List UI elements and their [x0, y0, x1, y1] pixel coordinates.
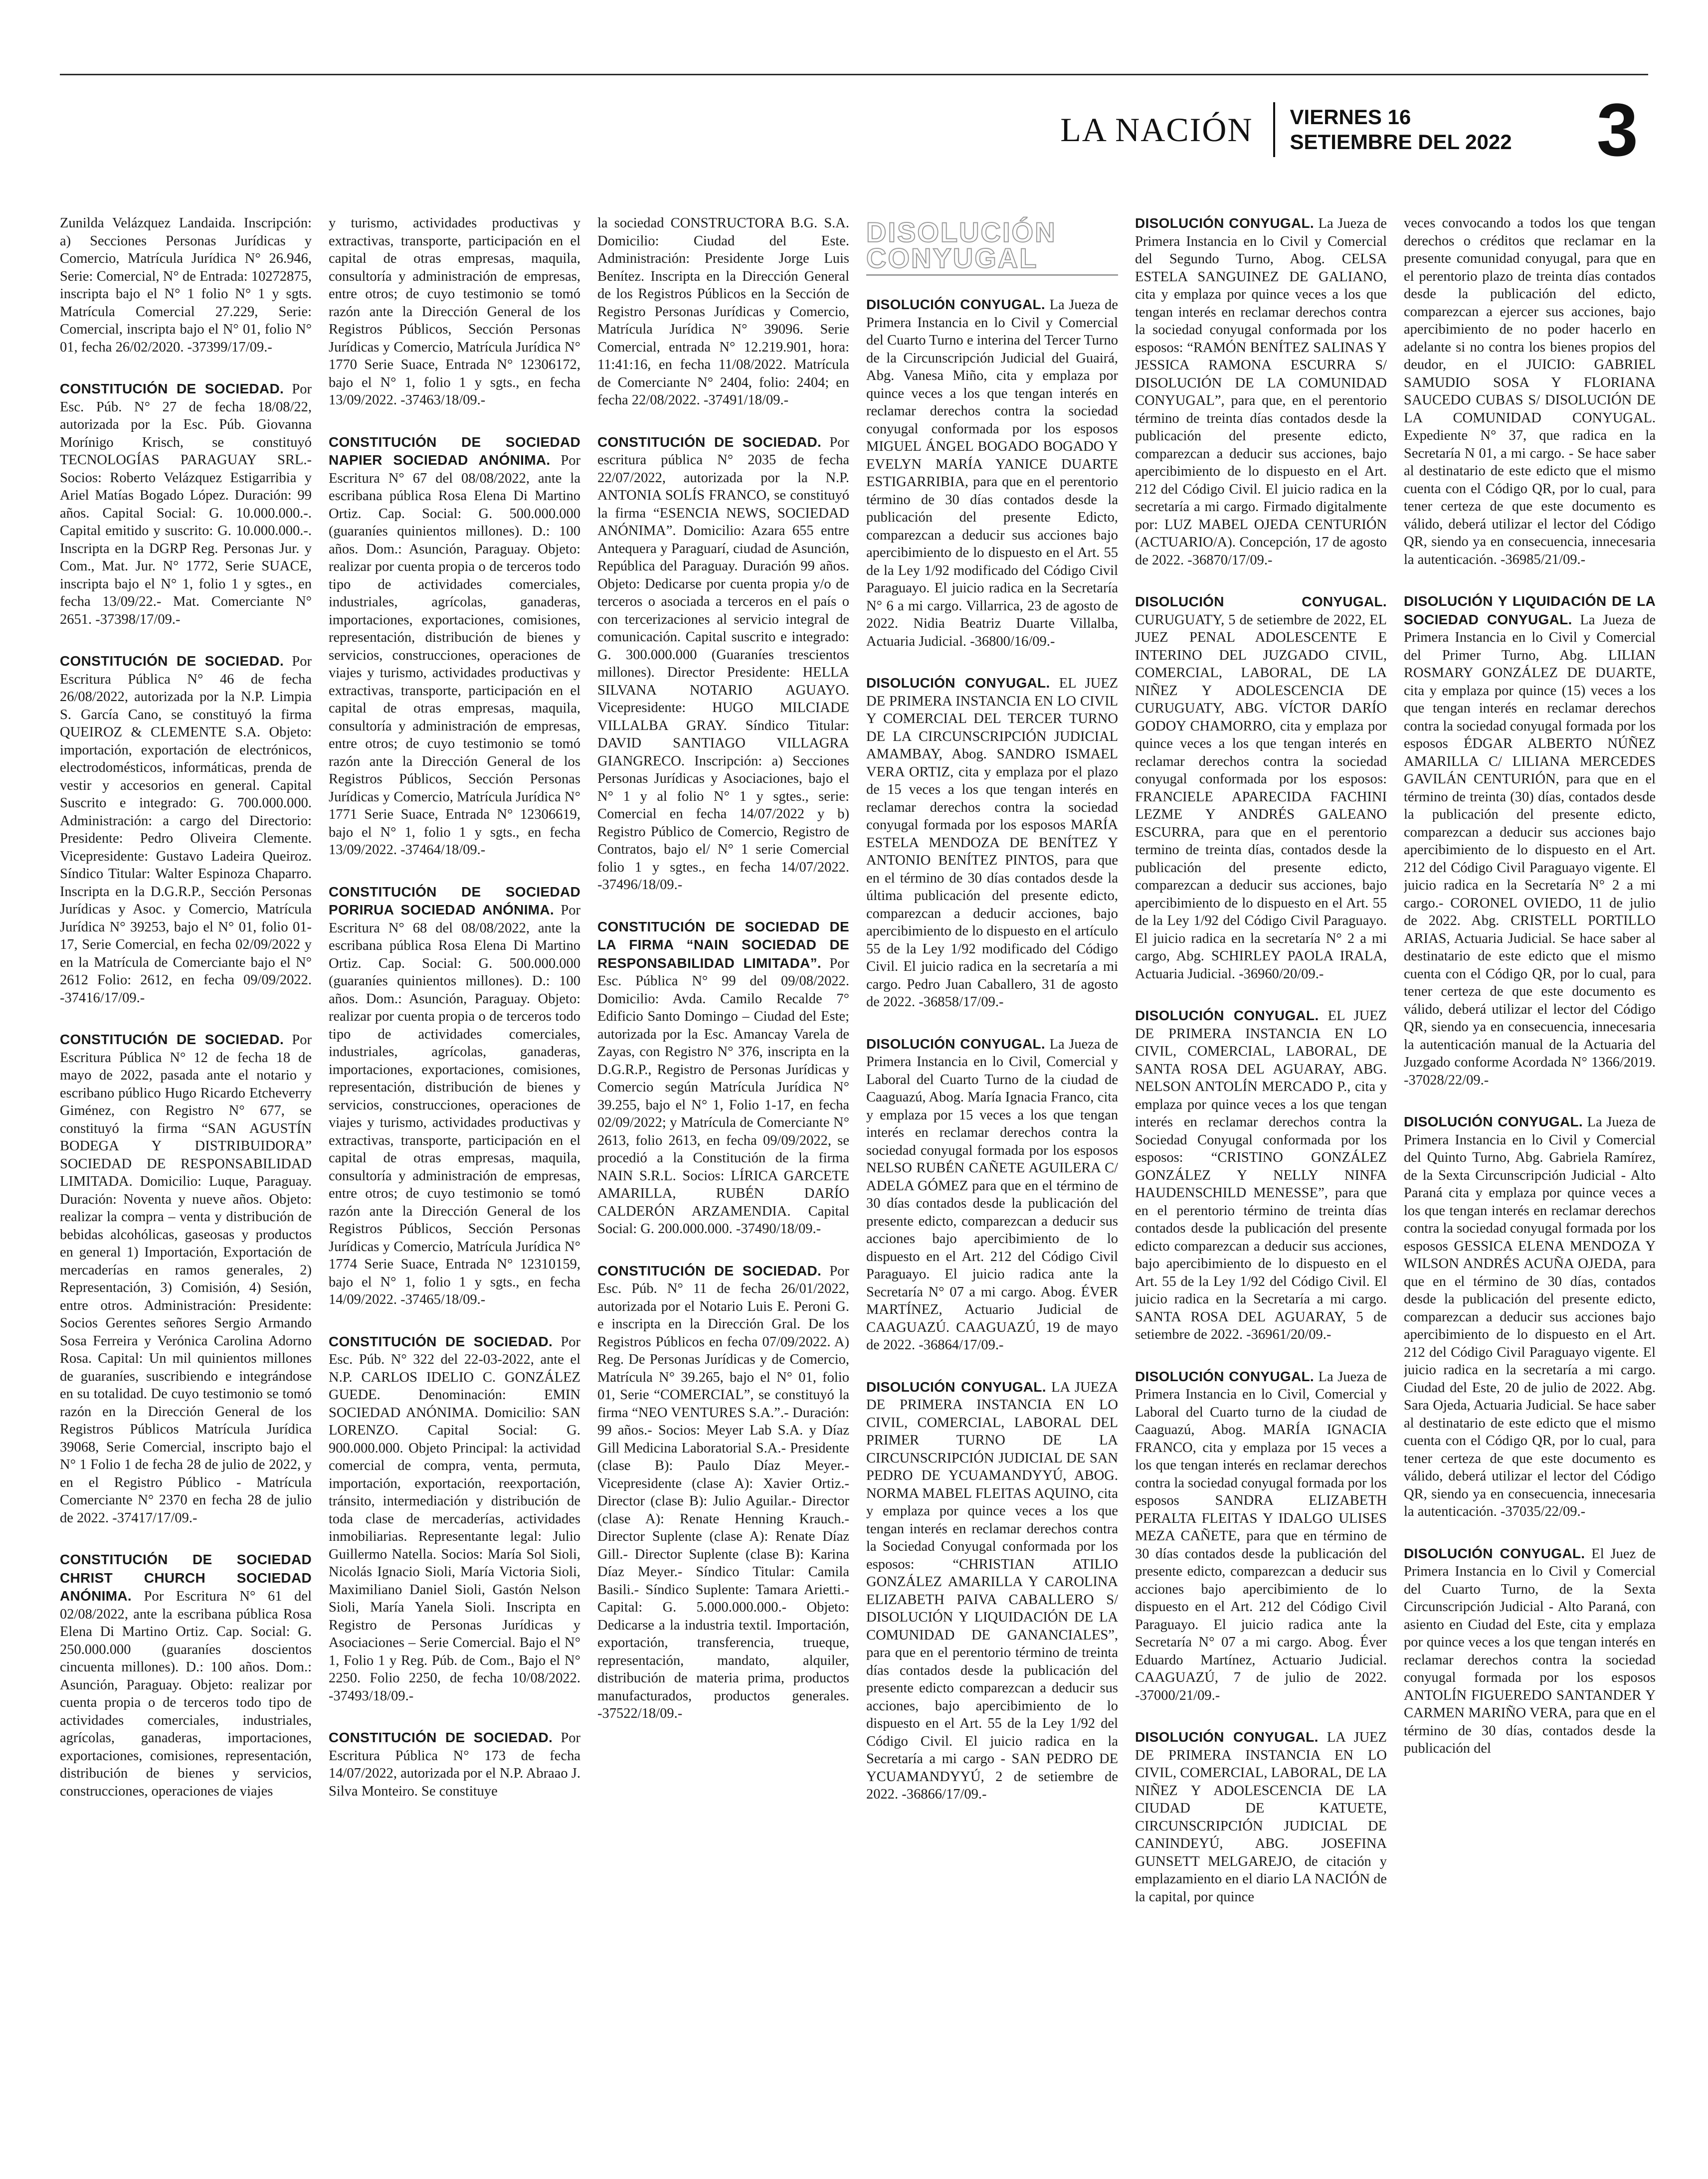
notice-body: CURUGUATY, 5 de setiembre de 2022, EL JUEZ PENAL ADOLESCENTE E INTERINO DEL JUZGADO CIVIL, COMERCIAL, LABORAL, DE LA NIÑEZ Y ADOLESCENCIA DE CURUGUATY, ABG. VÍCTOR DARÍO GODOY CHAMORRO, cita y emplaza por quince veces a los que tengan interés en reclamar derechos contra la sociedad conyugal conformada por los esposos: FRANCIELE APARECIDA FACHINI LEZME Y ANDRÉS GALEANO ESCURRA, para que en el perentorio termino de treinta días, contados desde la publicación del presente edicto, comparezcan a deducir sus acciones, bajo apercibimiento de lo dispuesto en el Art. 55 de la Ley 1/92 del Código Civil Paraguayo. El juicio radica en la secretaría N° 2 a mi cargo, Abg. SCHIRLEY PAOLA IRALA, Actuaria Judicial. -36960/20/09.-	[1135, 612, 1387, 982]
notice-body: La Jueza de Primera Instancia en lo Civil, Comercial y Laboral del Cuarto turno de la ciudad de Caaguazú, Abog. MARÍA IGNACIA FRANCO, cita y emplaza por 15 veces a los que tengan interés en reclamar derechos contra la sociedad conyugal formada por los esposos SANDRA ELIZABETH PERALTA FLEITAS Y IDALGO ULISES MEZA CAÑETE, para que en término de 30 días contados desde la publicación del presente edicto, comparezcan a deducir sus acciones bajo apercibimiento de lo dispuesto en el Art. 212 del Código Civil Paraguayo. El juicio radica ante la Secretaría N° 07 a mi cargo. Abog. Éver Eduardo Martínez, Actuario Judicial. CAAGUAZÚ, 7 de julio de 2022. -37000/21/09.-	[1135, 1369, 1387, 1703]
column-1	[60, 214, 312, 2134]
legal-notice	[1404, 592, 1656, 1089]
issue-date	[1290, 105, 1512, 155]
notice-body: La Jueza de Primera Instancia en lo Civil y Comercial del Cuarto Turno e interina del Tercer Turno de la Circunscripción Judicial del Guairá, Abg. Vanesa Miño, cita y emplaza por quince veces a los que tengan interés en reclamar derechos contra la sociedad conyugal conformada por los esposos MIGUEL ÁNGEL BOGADO BOGADO Y EVELYN MARÍA YANICE DUARTE ESTIGARRIBIA, para que en el perentorio término de 30 días contados desde la publicación del presente Edicto, comparezcan a deducir sus acciones bajo apercibimiento de lo dispuesto en el Art. 55 de la Ley 1/92 modificado del Código Civil Paraguayo. El juicio radica en la Secretaría N° 6 a mi cargo. Villarrica, 23 de agosto de 2022. Nidia Beatriz Duarte Villalba, Actuaria Judicial. -36800/16/09.-	[866, 297, 1118, 649]
notice-body: Por Esc. Púb. N° 27 de fecha 18/08/22, autorizada por la Esc. Púb. Giovanna Morínigo Krisch, se constituyó TECNOLOGÍAS PARAGUAY SRL.- Socios: Roberto Velázquez Estigarribia y Ariel Matías Bogado López. Duración: 99 años. Capital Social: G. 10.000.000.-. Capital emitido y suscrito: G. 10.000.000.-. Inscripta en la DGRP Reg. Personas Jur. y Com., Mat. Jur. N° 1772, Serie SUACE, inscripta bajo el N° 1, folio 1 y sgtes., en fecha 13/09/22.- Mat. Comerciante N° 2651. -37398/17/09.-	[60, 381, 312, 627]
legal-notice	[60, 1551, 312, 1800]
masthead	[1060, 88, 1638, 172]
issue-date-line2: SETIEMBRE DEL 2022	[1290, 130, 1512, 154]
notice-body: Por Esc. Púb. N° 11 de fecha 26/01/2022, autorizada por el Notario Luis E. Peroni G. e inscripta en la Dirección Gral. De los Registros Públicos en fecha 07/09/2022. A) Reg. De Personas Jurídicas y de Comercio, Matrícula N° 39.265, bajo el N° 01, folio 01, Serie “COMERCIAL”, se constituyó la firma “NEO VENTURES S.A.”.- Duración: 99 años.- Socios: Meyer Lab S.A. y Díaz Gill Medicina Laboratorial S.A.- Presidente (clase B): Paulo Díaz Meyer.- Vicepresidente (clase A): Xavier Ortiz.- Director (clase B): Julio Aguilar.- Director (clase A): Renate Henning Krauch.- Director Suplente (clase A): Renate Díaz Gill.- Director Suplente (clase B): Karina Díaz Meyer.- Síndico Titular: Camila Basili.- Síndico Suplente: Tamara Arietti.- Capital: G. 5.000.000.000.- Objeto: Dedicarse a la industria textil. Importación, exportación, transferencia, trueque, representación, mandato, alquiler, distribución de materia prima, productos manufacturados, productos generales. -37522/18/09.-	[597, 1263, 849, 1721]
legal-notice	[597, 214, 849, 409]
notice-body: Por Esc. Pública N° 99 del 09/08/2022. Domicilio: Avda. Camilo Recalde 7° Edificio Santo Domingo – Ciudad del Este; autorizada por la Esc. Amancay Varela de Zayas, con Registro N° 376, inscripta en la D.G.R.P., Registro de Personas Jurídicas y Comercio según Matrícula Jurídica N° 39.255, bajo el N° 1, Folio 1-17, en fecha 02/09/2022; y Matrícula de Comerciante N° 2613, folio 2613, en fecha 09/09/2022, se procedió a la Constitución de la firma NAIN S.R.L. Socios: LÍRICA GARCETE AMARILLA, RUBÉN DARÍO CALDERÓN ARZAMENDIA. Capital Social: G. 200.000.000. -37490/18/09.-	[597, 955, 849, 1237]
notice-title: DISOLUCIÓN CONYUGAL.	[1135, 215, 1315, 231]
legal-notice	[1135, 1007, 1387, 1344]
legal-notice	[866, 674, 1118, 1011]
notice-body: La Jueza de Primera Instancia en lo Civil, Comercial y Laboral del Cuarto Turno de la ciudad de Caaguazú, Abog. María Ignacia Franco, cita y emplaza por 15 veces a los que tengan interés en reclamar derechos contra la sociedad conyugal formada por los esposos NELSO RUBÉN CAÑETE AGUILERA C/ ADELA GÓMEZ para que en el término de 30 días contados desde la publicación del presente edicto, comparezcan a deducir sus acciones bajo apercibimiento de lo dispuesto en el Art. 212 del Código Civil Paraguayo. El juicio radica ante la Secretaría N° 07 a mi cargo. Abog. ÉVER MARTÍNEZ, Actuario Judicial de CAAGUAZÚ. CAAGUAZÚ, 19 de mayo de 2022. -36864/17/09.-	[866, 1036, 1118, 1353]
notice-title: CONSTITUCIÓN DE SOCIEDAD.	[329, 1730, 553, 1745]
notice-title: CONSTITUCIÓN DE SOCIEDAD.	[60, 381, 284, 396]
section-heading: DISOLUCIÓN CONYUGAL	[866, 219, 1118, 276]
newspaper-logo: LA NACIÓN	[1060, 110, 1253, 149]
legal-notice	[1135, 1368, 1387, 1705]
legal-notice	[866, 296, 1118, 650]
legal-notice	[60, 380, 312, 628]
notice-title: DISOLUCIÓN CONYUGAL.	[1135, 594, 1387, 609]
notice-title: CONSTITUCIÓN DE SOCIEDAD.	[329, 1333, 553, 1349]
notice-title: CONSTITUCIÓN DE SOCIEDAD DE LA FIRMA “NAIN SOCIEDAD DE RESPONSABILIDAD LIMITADA”.	[597, 918, 849, 971]
notice-title: DISOLUCIÓN CONYUGAL.	[866, 1379, 1046, 1395]
notice-body: EL JUEZ DE PRIMERA INSTANCIA EN LO CIVIL Y COMERCIAL DEL TERCER TURNO DE LA CIRCUNSCRIPCIÓN JUDICIAL AMAMBAY, Abog. SANDRO ISMAEL VERA ORTIZ, cita y emplaza por el plazo de 15 veces a los que tengan interés en reclamar derechos contra la sociedad conyugal formada por los esposos MARÍA ESTELA MENDOZA DE BENÍTEZ Y ANTONIO BENÍTEZ PINTOS, para que en el término de 30 días contados desde la última publicación del presente edicto, comparezcan a deducir acciones, bajo apercibimiento de lo dispuesto en el artículo 55 de la Ley 1/92 modificado del Código Civil. El juicio radica en la secretaría a mi cargo. Pedro Juan Caballero, 31 de agosto de 2022. -36858/17/09.-	[866, 676, 1118, 1010]
notice-body: Por Escritura N° 68 del 08/08/2022, ante la escribana pública Rosa Elena Di Martino Ortiz. Cap. Social: G. 500.000.000 (guaraníes quinientos millones). D.: 100 años. Dom.: Asunción, Paraguay. Objeto: realizar por cuenta propia o de terceros todo tipo de actividades comerciales, industriales, agrícolas, ganaderas, importaciones, exportaciones, comisiones, representación, distribución de bienes y servicios, construcciones, operaciones de viajes y turismo, actividades productivas y extractivas, transporte, participación en el capital de otras empresas, maquila, consultoría y administración de empresas, entre otros; de cuyo testimonio se tomó razón ante la Dirección General de los Registros Públicos, Sección Personas Jurídicas y Comercio, Matrícula Jurídica N° 1774 Serie Suace, Entrada N° 12310159, bajo el N° 1, folio 1 y sgts., en fecha 14/09/2022. -37465/18/09.-	[329, 903, 580, 1307]
legal-notice	[597, 433, 849, 894]
notice-body: El Juez de Primera Instancia en lo Civil y Comercial del Cuarto Turno, de la Sexta Circunscripción Judicial - Alto Paraná, con asiento en Ciudad del Este, cita y emplaza por quince veces a los que tengan interés en reclamar derechos contra la sociedad conyugal formada por los esposos ANTOLÍN FIGUEREDO SANTANDER Y CARMEN MARIÑO VERA, para que en el término de 30 días, contados desde la publicación del	[1404, 1546, 1656, 1756]
legal-notice	[329, 214, 580, 409]
notice-body: La Jueza de Primera Instancia en lo Civil y Comercial del Primer Turno, Abg. LILIAN ROSMARY GONZÁLEZ DE DUARTE, cita y emplaza por quince (15) veces a los que tengan interés en reclamar derechos contra la sociedad conyugal formada por los esposos ÉDGAR ALBERTO NÚÑEZ AMARILLA C/ LILIANA MERCEDES GAVILÁN CENTURIÓN, para que en el término de treinta (30) días, contados desde la publicación del presente edicto, comparezcan a deducir sus acciones bajo apercibimiento de lo dispuesto en el Art. 212 del Código Civil Paraguayo vigente. El juicio radica en la Secretaría N° 2 a mi cargo.- CORONEL OVIEDO, 11 de julio de 2022. Abg. CRISTELL PORTILLO ARIAS, Actuaria Judicial. Se hace saber al destinatario de este edicto que el mismo cuenta con el Código QR, por lo cual, para tener certeza de que este documento es válido, deberá utilizar el lector del Código QR, siendo ya en consecuencia, innecesaria la autenticación manual de la Actuaria del Juzgado conforme Acordada N° 1366/2019. -37028/22/09.-	[1404, 612, 1656, 1088]
legal-notice	[1135, 593, 1387, 983]
column-2	[329, 214, 580, 2134]
legal-notice	[597, 918, 849, 1238]
column-4	[866, 214, 1118, 2134]
notice-body: Por Esc. Púb. N° 322 del 22-03-2022, ante el N.P. CARLOS IDELIO C. GONZÁLEZ GUEDE. Denominación: EMIN SOCIEDAD ANÓNIMA. Domicilio: SAN LORENZO. Capital Social: G. 900.000.000. Objeto Principal: la actividad comercial de compra, venta, permuta, importación, exportación, reexportación, tránsito, intermediación y distribución de toda clase de mercaderías, actividades inmobiliarias. Representante legal: Julio Guillermo Natella. Socios: María Sol Sioli, Nicolás Ignacio Sioli, María Victoria Sioli, Maximiliano Daniel Sioli, Gastón Nelson Sioli, María Yanela Sioli. Inscripta en Registro de Personas Jurídicas y Asociaciones – Serie Comercial. Bajo el N° 1, Folio 1 y Reg. Púb. de Com., Bajo el N° 2250. Folio 2250, de fecha 10/08/2022. -37493/18/09.-	[329, 1334, 580, 1704]
notice-title: CONSTITUCIÓN DE SOCIEDAD CHRIST CHURCH SOCIEDAD ANÓNIMA.	[60, 1552, 312, 1604]
notice-body: Por Escritura Pública N° 173 de fecha 14/07/2022, autorizada por el N.P. Abraao J. Silva Monteiro. Se constituye	[329, 1730, 580, 1799]
legal-notice	[1404, 1545, 1656, 1758]
notice-title: DISOLUCIÓN CONYUGAL.	[866, 675, 1050, 691]
notice-title: DISOLUCIÓN CONYUGAL.	[866, 1036, 1046, 1052]
notice-body: Por escritura pública N° 2035 de fecha 22/07/2022, autorizada por la N.P. ANTONIA SOLÍS FRANCO, se constituyó la firma “ESENCIA NEWS, SOCIEDAD ANÓNIMA”. Domicilio: Azara 655 entre Antequera y Paraguarí, ciudad de Asunción, República del Paraguay. Duración 99 años. Objeto: Dedicarse por cuenta propia y/o de terceros o asociada a terceros en el país o con tercerizaciones al servicio integral de comunicación. Capital suscrito e integrado: G. 300.000.000 (Guaraníes trescientos millones). Director Presidente: HELLA SILVANA NOTARIO AGUAYO. Vicepresidente: HUGO MILCIADE VILLALBA GRAY. Síndico Titular: DAVID SANTIAGO VILLAGRA GIANGRECO. Inscripción: a) Secciones Personas Jurídicas y Asociaciones, bajo el N° 1 y al folio N° 1 y sgtes., serie: Comercial en fecha 14/07/2022 y b) Registro Público de Comercio, Registro de Contratos, bajo el/ N° 1 serie Comercial folio 1 y sgtes., en fecha 14/07/2022. -37496/18/09.-	[597, 434, 849, 893]
notice-title: DISOLUCIÓN CONYUGAL.	[866, 297, 1046, 312]
notice-title: DISOLUCIÓN CONYUGAL.	[1404, 1545, 1585, 1561]
notice-body: EL JUEZ DE PRIMERA INSTANCIA EN LO CIVIL, COMERCIAL, LABORAL, DE SANTA ROSA DEL AGUARAY, ABG. NELSON ANTOLÍN MERCADO P., cita y emplaza por quince veces a los que tengan interés en reclamar derechos contra la Sociedad Conyugal conformada por los esposos: “CRISTINO GONZÁLEZ GONZÁLEZ Y NELLY NINFA HAUDENSCHILD MENESSE”, para que en el perentorio término de treinta días contados desde la publicación del presente edicto comparezcan a deducir sus acciones, bajo apercibimiento de lo dispuesto en el Art. 55 de la Ley 1/92 del Código Civil. El juicio radica en la Secretaría a mi cargo. SANTA ROSA DEL AGUARAY, 5 de setiembre de 2022. -36961/20/09.-	[1135, 1008, 1387, 1342]
notice-title: CONSTITUCIÓN DE SOCIEDAD.	[597, 434, 822, 450]
notice-body: Por Escritura N° 61 del 02/08/2022, ante la escribana pública Rosa Elena Di Martino Ortiz. Cap. Social: G. 250.000.000 (guaraníes doscientos cincuenta millones). D.: 100 años. Dom.: Asunción, Paraguay. Objeto: realizar por cuenta propia o de terceros todo tipo de actividades comerciales, industriales, agrícolas, ganaderas, importaciones, exportaciones, comisiones, representación, distribución de bienes y servicios, construcciones, operaciones de viajes	[60, 1589, 312, 1799]
legal-notice	[866, 1035, 1118, 1354]
notice-title: CONSTITUCIÓN DE SOCIEDAD PORIRUA SOCIEDAD ANÓNIMA.	[329, 884, 580, 917]
column-6	[1404, 214, 1656, 2134]
legal-notice	[60, 652, 312, 1007]
legal-notice	[1135, 214, 1387, 569]
notice-body: Por Escritura Pública N° 12 de fecha 18 de mayo de 2022, pasada ante el notario y escribano público Hugo Ricardo Etcheverry Giménez, con Registro N° 677, se constituyó la firma “SAN AGUSTÍN BODEGA Y DISTRIBUIDORA” SOCIEDAD DE RESPONSABILIDAD LIMITADA. Domicilio: Luque, Paraguay. Duración: Noventa y nueve años. Objeto: realizar la compra – venta y distribución de bebidas alcohólicas, gaseosas y productos en general 1) Importación, Exportación de mercaderías en ramos generales, 2) Representación, 3) Comisión, 4) Sesión, entre otros. Administración: Presidente: Socios Gerentes señores Sergio Armando Sosa Ferreira y Verónica Carolina Adorno Rosa. Capital: Un mil quinientos millones de guaraníes, suscribiendo e integrándose en su totalidad. De cuyo testimonio se tomó razón en la Dirección General de los Registros Públicos Matrícula Jurídica 39068, Serie Comercial, inscripto bajo el N° 1 Folio 1 de fecha 28 de julio de 2022, y en el Registro Público - Matrícula Comerciante N° 2370 en fecha 28 de julio de 2022. -37417/17/09.-	[60, 1032, 312, 1526]
notice-body: veces convocando a todos los que tengan derechos o créditos que reclamar en la presente comunidad conyugal, para que en el perentorio plazo de treinta días contados desde la publicación del edicto, comparezcan a ejercer sus acciones, bajo apercibimiento de no poder hacerlo en adelante si no contra los bienes propios del deudor, en el JUICIO: GABRIEL SAMUDIO SOSA Y FLORIANA SAUCEDO CUBAS S/ DISOLUCIÓN DE LA COMUNIDAD CONYUGAL. Expediente N° 37, que radica en la Secretaría N 01, a mi cargo. - Se hace saber al destinatario de este edicto que el mismo cuenta con el Código QR, por lo cual, para tener certeza de que este documento es válido, deberá utilizar el lector del Código QR, siendo ya en consecuencia, innecesaria la autenticación. -36985/21/09.-	[1404, 215, 1656, 567]
column-3	[597, 214, 849, 2134]
legal-notice	[60, 1031, 312, 1527]
notice-title: CONSTITUCIÓN DE SOCIEDAD NAPIER SOCIEDAD ANÓNIMA.	[329, 434, 580, 468]
notice-title: DISOLUCIÓN CONYUGAL.	[1135, 1729, 1319, 1745]
notice-title: DISOLUCIÓN CONYUGAL.	[1135, 1008, 1319, 1023]
legal-notice	[60, 214, 312, 356]
column-5	[1135, 214, 1387, 2134]
masthead-divider	[1273, 102, 1275, 157]
legal-notice	[1404, 214, 1656, 568]
notice-title: CONSTITUCIÓN DE SOCIEDAD.	[597, 1263, 822, 1278]
notice-body: Zunilda Velázquez Landaida. Inscripción: a) Secciones Personas Jurídicas y Comercio, Matrícula Jurídica N° 26.946, Serie: Comercial, N° de Entrada: 10272875, inscripta bajo el N° 1 folio N° 1 y sgts. Matrícula Comercial 27.229, Serie: Comercial, inscripta bajo el N° 01, folio N° 01, fecha 26/02/2020. -37399/17/09.-	[60, 215, 312, 355]
notice-body: LA JUEZA DE PRIMERA INSTANCIA EN LO CIVIL, COMERCIAL, LABORAL DEL PRIMER TURNO DE LA CIRCUNSCRIPCIÓN JUDICIAL DE SAN PEDRO DE YCUAMANDYYÚ, ABOG. NORMA MABEL FLEITAS AQUINO, cita y emplaza por quince veces a los que tengan interés en reclamar derechos contra la Sociedad Conyugal conformada por los esposos: “CHRISTIAN ATILIO GONZÁLEZ AMARILLA Y CAROLINA ELIZABETH PAIVA CABALLERO S/ DISOLUCIÓN Y LIQUIDACIÓN DE LA COMUNIDAD DE GANANCIALES”, para que en el perentorio término de treinta días contados desde la publicación del presente edicto comparezcan a deducir sus acciones, bajo apercibimiento de lo dispuesto en el Art. 55 de la Ley 1/92 del Código Civil. El juicio radica en la Secretaría a mi cargo - SAN PEDRO DE YCUAMANDYYÚ, 2 de setiembre de 2022. -36866/17/09.-	[866, 1379, 1118, 1802]
issue-date-line1: VIERNES 16	[1290, 105, 1411, 129]
legal-notice	[1135, 1728, 1387, 1906]
notice-body: Por Escritura N° 67 del 08/08/2022, ante la escribana pública Rosa Elena Di Martino Ortiz. Cap. Social: G. 500.000.000 (guaraníes quinientos millones). D.: 100 años. Dom.: Asunción, Paraguay. Objeto: realizar por cuenta propia o de terceros todo tipo de actividades comerciales, industriales, agrícolas, ganaderas, importaciones, exportaciones, comisiones, representación, distribución de bienes y servicios, construcciones, operaciones de viajes y turismo, actividades productivas y extractivas, transporte, participación en el capital de otras empresas, maquila, consultoría y administración de empresas, entre otros; de cuyo testimonio se tomó razón ante la Dirección General de los Registros Públicos, Sección Personas Jurídicas y Comercio, Matrícula Jurídica N° 1771 Serie Suace, Entrada N° 12306619, bajo el N° 1, folio 1 y sgts., en fecha 13/09/2022. -37464/18/09.-	[329, 453, 580, 858]
notice-body: La Jueza de Primera Instancia en lo Civil y Comercial del Segundo Turno, Abog. CELSA ESTELA SANGUINEZ DE GALIANO, cita y emplaza por quince veces a los que tengan interés en reclamar derechos contra la sociedad conyugal conformada por los esposos: “RAMÓN BENÍTEZ SALINAS Y JESSICA RAMONA ESCURRA S/ DISOLUCIÓN DE LA COMUNIDAD CONYUGAL”, para que, en el perentorio término de treinta días contados desde la publicación del presente edicto, comparezcan a deducir sus acciones, bajo apercibimiento de lo dispuesto en el Art. 212 del Código Civil. El juicio radica en la secretaría a mi cargo. Firmado digitalmente por: LUZ MABEL OJEDA CENTURIÓN (ACTUARIO/A). Concepción, 17 de agosto de 2022. -36870/17/09.-	[1135, 216, 1387, 568]
notice-body: Por Escritura Pública N° 46 de fecha 26/08/2022, autorizada por la N.P. Limpia S. García Cano, se constituyó la firma QUEIROZ & CLEMENTE S.A. Objeto: importación, exportación de electrónicos, electrodomésticos, informáticas, prenda de vestir y accesorios en general. Capital Suscrito e integrado: G. 700.000.000. Administración: a cargo del Directorio: Presidente: Pedro Oliveira Clemente. Vicepresidente: Gustavo Ladeira Queiroz. Síndico Titular: Walter Espinoza Chaparro. Inscripta en la D.G.R.P., Sección Personas Jurídicas y Asoc. y Comercio, Matrícula Jurídica N° 39253, bajo el N° 01, folio 01-17, Serie Comercial, en fecha 02/09/2022 y en la Matrícula de Comerciante bajo el N° 2612 Folio: 2612, en fecha 09/09/2022. -37416/17/09.-	[60, 654, 312, 1006]
notice-body: y turismo, actividades productivas y extractivas, transporte, participación en el capital de otras empresas, maquila, consultoría y administración de empresas, entre otros; de cuyo testimonio se tomó razón ante la Dirección General de los Registros Públicos, Sección Personas Jurídicas y Comercio, Matrícula Jurídica N° 1770 Serie Suace, Entrada N° 12306172, bajo el N° 1, folio 1 y sgts., en fecha 13/09/2022. -37463/18/09.-	[329, 215, 580, 408]
notice-body: LA JUEZ DE PRIMERA INSTANCIA EN LO CIVIL, COMERCIAL, LABORAL, DE LA NIÑEZ Y ADOLESCENCIA DE LA CIUDAD DE KATUETE, CIRCUNSCRIPCIÓN JUDICIAL DE CANINDEYÚ, ABG. JOSEFINA GUNSETT MELGAREJO, de citación y emplazamiento en el diario LA NACIÓN de la capital, por quince	[1135, 1730, 1387, 1905]
page-number: 3	[1596, 88, 1638, 172]
legal-notice	[597, 1262, 849, 1723]
notice-title: DISOLUCIÓN Y LIQUIDACIÓN DE LA SOCIEDAD CONYUGAL.	[1404, 593, 1656, 627]
notice-title: CONSTITUCIÓN DE SOCIEDAD.	[60, 653, 284, 669]
legal-notice	[329, 883, 580, 1309]
notice-title: DISOLUCIÓN CONYUGAL.	[1135, 1368, 1315, 1384]
legal-notice	[1404, 1113, 1656, 1521]
classifieds-columns	[60, 214, 1656, 2134]
legal-notice	[329, 1333, 580, 1705]
legal-notice	[329, 1729, 580, 1800]
notice-body: La Jueza de Primera Instancia en lo Civil y Comercial del Quinto Turno, Abg. Gabriela Ramírez, de la Sexta Circunscripción Judicial - Alto Paraná cita y emplaza por quince veces a los que tengan interés en reclamar derechos contra la sociedad conyugal formada por los esposos GESSICA ELENA MENDOZA Y WILSON ANDRÉS ACUÑA OJEDA, para que en el término de 30 días, contados desde la publicación del presente edicto, comparezcan a deducir sus acciones bajo apercibimiento de lo dispuesto en el Art. 212 del Código Civil Paraguayo vigente. El juicio radica en la secretaría a mi cargo. Ciudad del Este, 20 de julio de 2022. Abg. Sara Ojeda, Actuaria Judicial. Se hace saber al destinatario de este edicto que el mismo cuenta con el Código QR, por lo cual, para tener certeza de que este documento es válido, deberá utilizar el lector del Código QR, siendo ya en consecuencia, innecesaria la autenticación. -37035/22/09.-	[1404, 1114, 1656, 1519]
top-rule	[60, 74, 1648, 75]
notice-title: CONSTITUCIÓN DE SOCIEDAD.	[60, 1032, 284, 1047]
legal-notice	[329, 433, 580, 859]
notice-body: la sociedad CONSTRUCTORA B.G. S.A. Domicilio: Ciudad del Este. Administración: Presidente Jorge Luis Benítez. Inscripta en la Dirección General de los Registros Públicos en la Sección de Registro Personas Jurídicas y Comercio, Matrícula Jurídica N° 39096. Serie Comercial, entrada N° 12.219.901, hora: 11:41:16, en fecha 11/08/2022. Matrícula de Comerciante N° 2404, folio: 2404; en fecha 22/08/2022. -37491/18/09.-	[597, 215, 849, 408]
notice-title: DISOLUCIÓN CONYUGAL.	[1404, 1114, 1583, 1129]
legal-notice	[866, 1378, 1118, 1804]
